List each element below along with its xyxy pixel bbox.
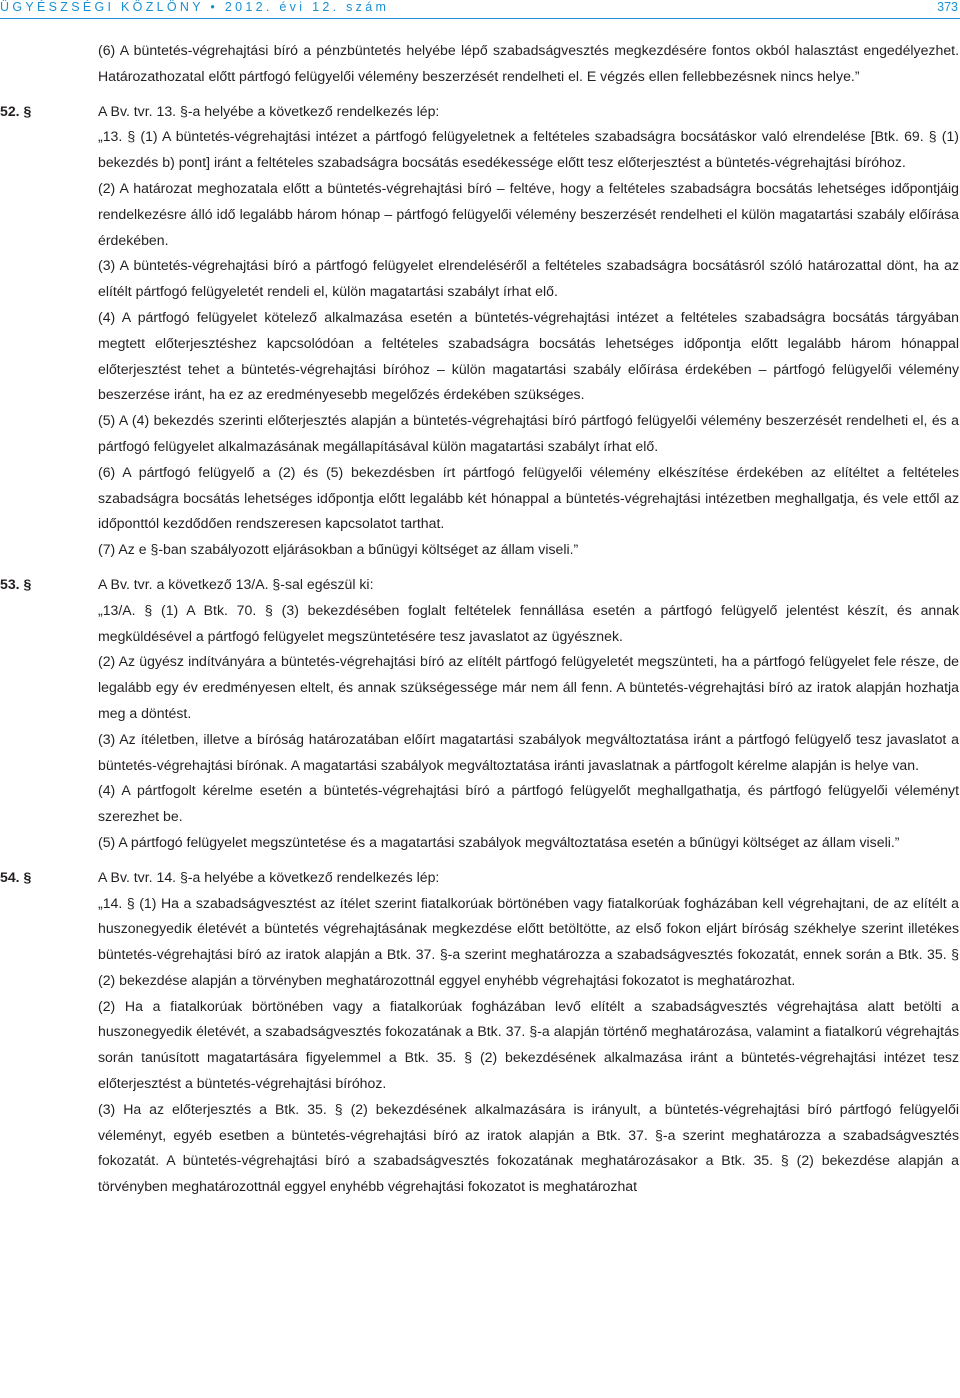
paragraph: (4) A pártfogolt kérelme esetén a büntetés-végrehajtási bíró a pártfogó felügyelőt meghallgathatja, és pártfogó felügyelői véleményt szerezhet be.	[98, 782, 959, 825]
paragraph: (5) A pártfogó felügyelet megszüntetése és a magatartási szabályok megváltoztatása esetén a bűnügyi költséget az állam viseli.”	[98, 833, 900, 850]
paragraph: (6) A pártfogó felügyelő a (2) és (5) bekezdésben írt pártfogó felügyelői vélemény elkészítése érdekében az elítéltet a feltételes szabadságra bocsátás lehetséges időpontja előtt legalább két hónappal a büntetés-végrehajtási intézetben meghallgatja, és vele ettől az időponttól kezdődően rendszeresen kapcsolatot tarthat.	[98, 463, 959, 532]
paragraph: (2) Ha a fiatalkorúak börtönében vagy a fiatalkorúak fogházában levő elítélt a szabadságvesztés végrehajtása alatt betölti a huszonegyedik életévét, a szabadságvesztés fokozatának a Btk. 37. §-a alapján történő meghatározása, valamint a fiatalkorú végrehajtás során tanúsított magatartására figyelemmel a Btk. 35. § (2) bekezdésének alkalmazása iránt a büntetés-végrehajtási intézet tesz előterjesztést a büntetés-végrehajtási bíróhoz.	[98, 997, 959, 1092]
paragraph: (3) Az ítéletben, illetve a bíróság határozatában előírt magatartási szabályok megváltoztatása iránt a pártfogó felügyelő tesz javaslatot a büntetés-végrehajtási bírónak. A magatartási szabályok megváltoztatása iránti javaslatnak a pártfogolt kérelme alapján is helye van.	[98, 730, 959, 773]
paragraph: (7) Az e §-ban szabályozott eljárásokban a bűnügyi költséget az állam viseli.”	[98, 541, 579, 558]
section-heading: A Bv. tvr. 13. §-a helyébe a következő rendelkezés lép:	[98, 102, 440, 119]
document-body	[0, 38, 960, 1200]
paragraph: (5) A (4) bekezdés szerinti előterjesztés alapján a büntetés-végrehajtási bíró pártfogó felügyelői vélemény beszerzését rendelheti el, és a pártfogó felügyelet alkalmazásának megállapításával külön magatartási szabályt írhat elő.	[98, 412, 959, 454]
paragraph: (3) Ha az előterjesztés a Btk. 35. § (2) bekezdésének alkalmazására is irányult, a büntetés-végrehajtási bíró pártfogó felügyelői véleményt, egyéb esetben a büntetés-végrehajtási bíró az iratok alapján a Btk. 37. §-a szerint meghatározza a szabadságvesztés fokozatát. A büntetés-végrehajtási bíró a szabadságvesztés fokozatának meghatározásakor a Btk. 35. § (2) bekezdése alapján a törvényben meghatározottnál eggyel enyhébb végrehajtási fokozatot is meghatározhat	[98, 1100, 959, 1195]
paragraph: „13/A. § (1) A Btk. 70. § (3) bekezdésében foglalt feltételek fennállása esetén a pártfogó felügyelő jelentést készít, és annak megküldésével a pártfogó felügyelet megszüntetésére tesz javaslatot az ügyésznek.	[98, 601, 959, 644]
paragraph: (6) A büntetés-végrehajtási bíró a pénzbüntetés helyébe lépő szabadságvesztés megkezdésére fontos okból halasztást engedélyezhet. Határozathozatal előtt pártfogó felügyelői vélemény beszerzését rendelheti el. E végzés ellen fellebbezésnek nincs helye.”	[98, 42, 959, 84]
page-number: 373	[937, 0, 958, 14]
paragraph: (2) Az ügyész indítványára a büntetés-végrehajtási bíró az elítélt pártfogó felügyeletét megszünteti, ha a pártfogó felügyelet fele része, de legalább egy év eredményesen eltelt, és annak szükségessége már nem áll fenn. A büntetés-végrehajtási bíró az iratok alapján hozhatja meg a döntést.	[98, 653, 959, 721]
paragraph: (4) A pártfogó felügyelet kötelező alkalmazása esetén a büntetés-végrehajtási intézet a feltételes szabadságra bocsátás tárgyában megtett előterjesztéshez kapcsolódóan a feltételes szabadságra bocsátás lehetséges időpontja előtt legalább három hónappal előterjesztést tehet a büntetés-végrehajtási bíróhoz – külön magatartási szabály előírása érdekében – pártfogó felügyelői vélemény beszerzése iránt, ha ez az eredményesebb megelőzés érdekében szükséges.	[98, 308, 959, 403]
section-53	[0, 572, 960, 856]
section-54	[0, 865, 960, 1200]
section-number: 53. §	[0, 575, 32, 592]
section-heading: A Bv. tvr. a következő 13/A. §-sal egészül ki:	[98, 575, 374, 592]
section-heading: A Bv. tvr. 14. §-a helyébe a következő rendelkezés lép:	[98, 868, 440, 885]
paragraph: (3) A büntetés-végrehajtási bíró a pártfogó felügyelet elrendeléséről a feltételes szabadságra bocsátásról szóló határozattal dönt, ha az elítélt pártfogó felügyeletét rendeli el, külön magatartási szabályt írhat elő.	[98, 257, 959, 300]
section-number: 52. §	[0, 102, 32, 119]
paragraph: (2) A határozat meghozatala előtt a büntetés-végrehajtási bíró – feltéve, hogy a feltételes szabadságra bocsátás lehetséges időpontjáig rendelkezésre álló idő legalább három hónap – pártfogó felügyelői vélemény beszerzését rendelheti el külön magatartási szabály előírása érdekében.	[98, 179, 959, 248]
paragraph: „13. § (1) A büntetés-végrehajtási intézet a pártfogó felügyeletnek a feltételes szabadságra bocsátáskor való elrendelése [Btk. 69. § (1) bekezdés b) pont] iránt a feltételes szabadságra bocsátás esedékessége előtt tesz előterjesztést a büntetés-végrehajtási bíróhoz.	[98, 128, 959, 171]
section-number: 54. §	[0, 868, 32, 885]
page-header	[0, 0, 960, 14]
header-divider	[0, 18, 960, 19]
journal-title: ÜGYÉSZSÉGI KÖZLÖNY • 2012. évi 12. szám	[0, 0, 390, 14]
paragraph: „14. § (1) Ha a szabadságvesztést az ítélet szerint fiatalkorúak börtönében vagy fiatalkorúak fogházában kell végrehajtani, de az elítélt a huszonegyedik életévét a büntetés végrehajtásának megkezdése előtt betöltötte, az első fokon eljárt bíróság székhelye szerint illetékes büntetés-végrehajtási bíró az iratok alapján a Btk. 37. §-a szerint meghatározza a szabadságvesztés fokozatát, ennek során a Btk. 35. § (2) bekezdése alapján a törvényben meghatározottnál eggyel enyhébb végrehajtási fokozatot is meghatározhat.	[98, 894, 959, 988]
section-52	[0, 99, 960, 563]
